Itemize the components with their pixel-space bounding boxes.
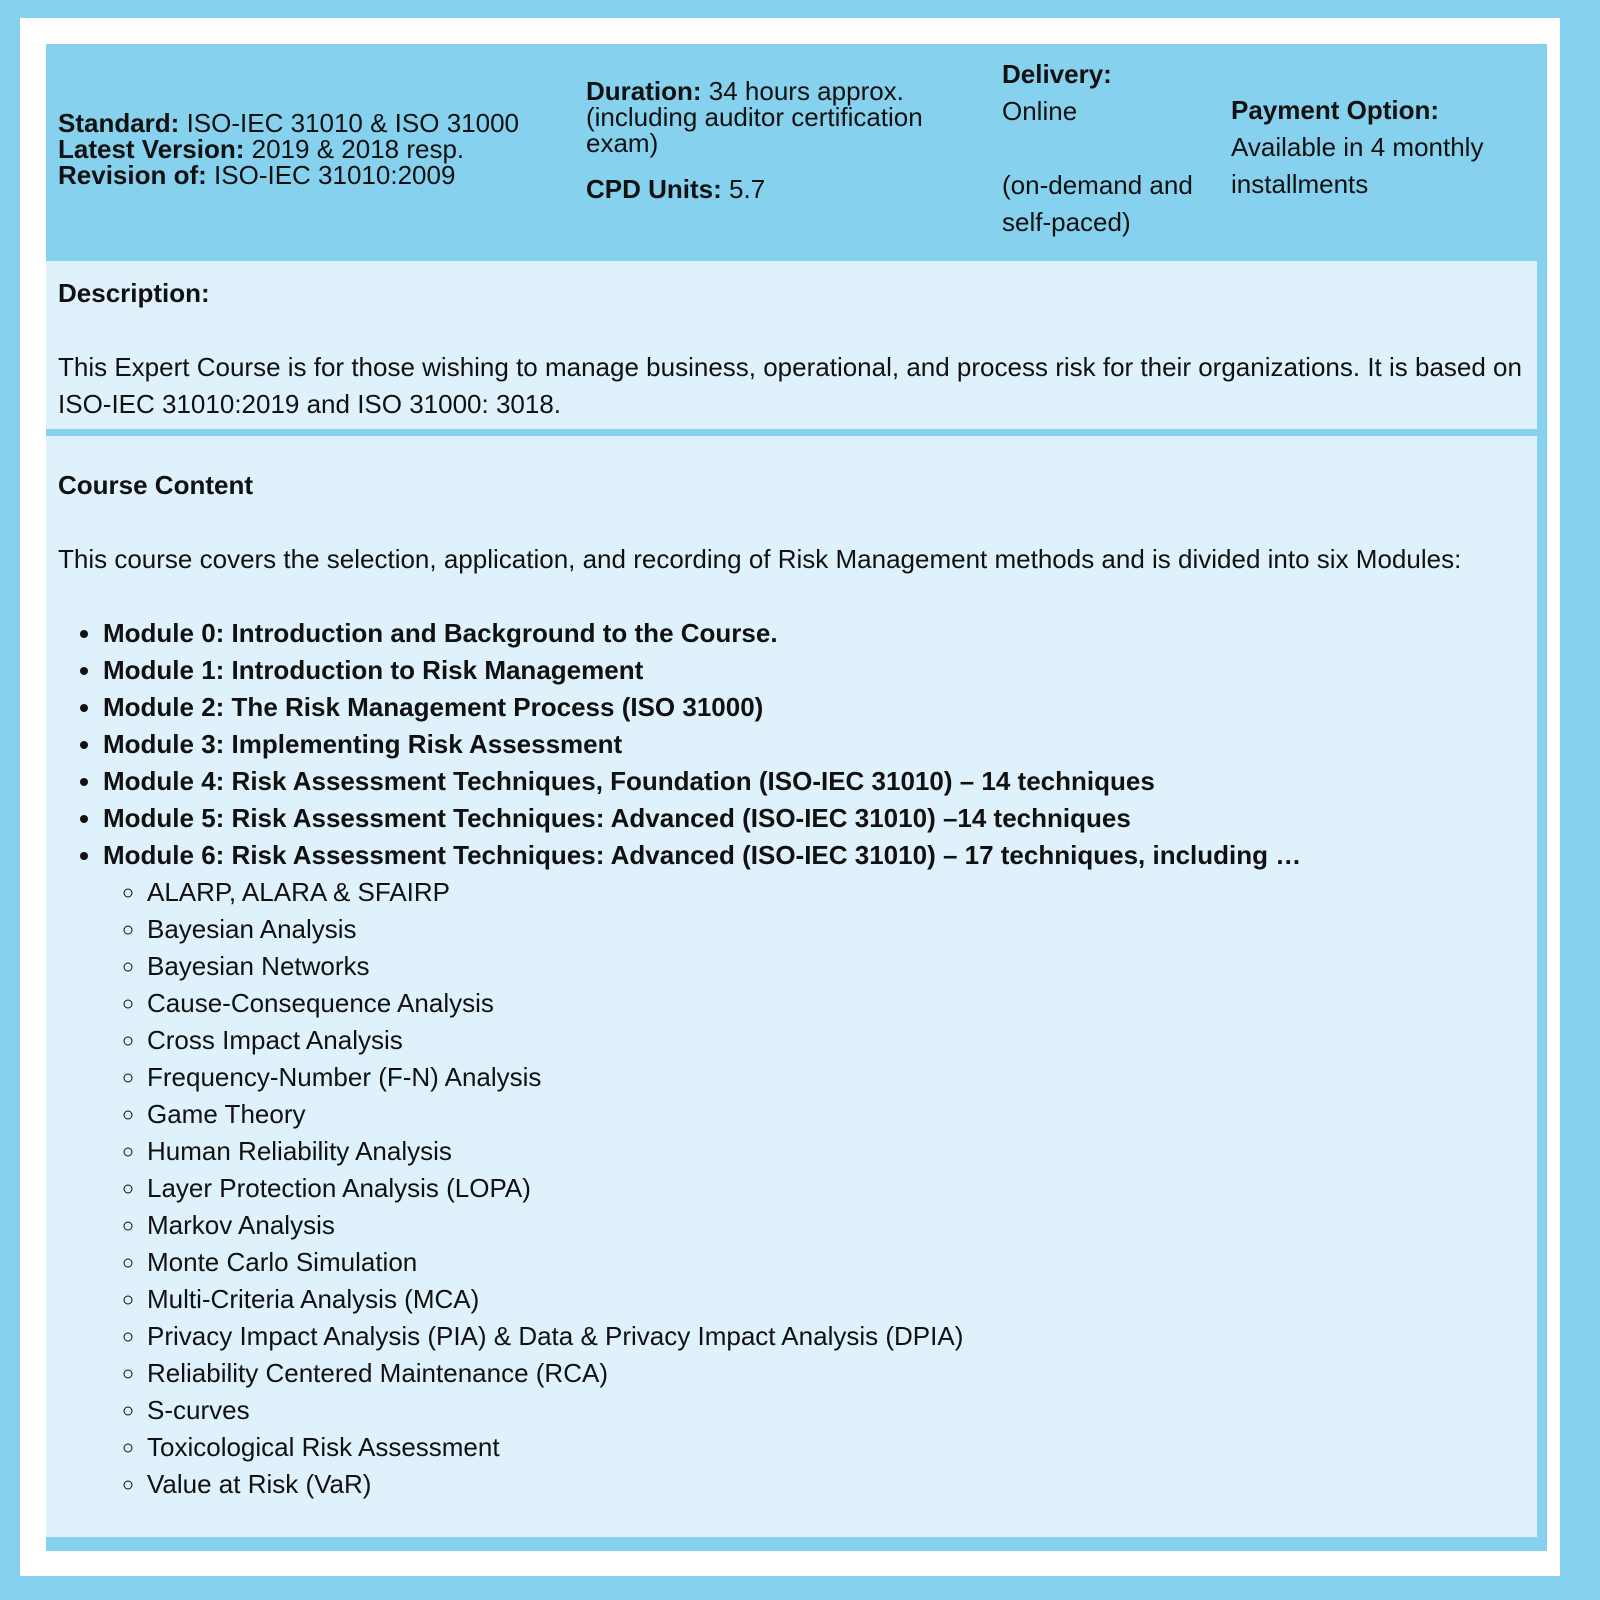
delivery-value: Online [1002,96,1078,126]
delivery-note: (on-demand and self-paced) [1002,170,1193,237]
delivery-label: Delivery: [1002,59,1112,89]
standard-cell [46,44,567,254]
description-text: This Expert Course is for those wishing to manage business, operational, and process risk for their organizations. It is based on ISO-IEC 31010:2019 and ISO 31000: 3018. [58,352,1522,419]
standard-value: ISO-IEC 31010 & ISO 31000 [186,108,519,138]
duration-value: 34 hours approx. (including auditor certification exam) [586,76,923,158]
course-content-heading: Course Content [58,470,253,500]
description-cell [46,261,1537,429]
technique-item: ◦ ALARP, ALARA & SFAIRP [147,874,1525,911]
technique-item: ◦ Markov Analysis [147,1207,1525,1244]
description-label: Description: [58,278,210,308]
module-item: • Module 4: Risk Assessment Techniques, Foundation (ISO-IEC 31010) – 14 techniques [103,763,1525,800]
technique-item: ◦ Toxicological Risk Assessment [147,1429,1525,1466]
module-item: • Module 1: Introduction to Risk Management [103,652,1525,689]
technique-item: ◦ Monte Carlo Simulation [147,1244,1525,1281]
technique-item: ◦ S-curves [147,1392,1525,1429]
technique-list [103,874,1525,1503]
latest-version-value: 2019 & 2018 resp. [251,134,465,164]
technique-item: ◦ Cause-Consequence Analysis [147,985,1525,1022]
technique-item: ◦ Human Reliability Analysis [147,1133,1525,1170]
technique-item: ◦ Reliability Centered Maintenance (RCA) [147,1355,1525,1392]
module-item-6 [103,837,1525,1503]
technique-item: ◦ Multi-Criteria Analysis (MCA) [147,1281,1525,1318]
latest-version-label: Latest Version: [58,134,245,164]
technique-item: ◦ Frequency-Number (F-N) Analysis [147,1059,1525,1096]
module-item: • Module 3: Implementing Risk Assessment [103,726,1525,763]
page-frame [20,18,1560,1576]
payment-value: Available in 4 monthly installments [1231,132,1484,199]
module-item: • Module 5: Risk Assessment Techniques: Advanced (ISO-IEC 31010) –14 techniques [103,800,1525,837]
revision-line [58,162,555,188]
payment-cell [1219,44,1537,254]
course-content-intro: This course covers the selection, application, and recording of Risk Management methods and is divided into six Modules: [58,544,1462,574]
technique-item: ◦ Game Theory [147,1096,1525,1133]
standard-label: Standard: [58,108,180,138]
revision-label: Revision of: [58,160,207,190]
duration-cell [574,44,983,254]
technique-item: ◦ Bayesian Analysis [147,911,1525,948]
payment-label: Payment Option: [1231,95,1440,125]
module-item: • Module 0: Introduction and Background to the Course. [103,615,1525,652]
standard-line [58,110,555,136]
delivery-cell [990,44,1212,254]
cpd-value: 5.7 [729,174,766,204]
technique-item: ◦ Privacy Impact Analysis (PIA) & Data & Privacy Impact Analysis (DPIA) [147,1318,1525,1355]
module-item-6-label: Module 6: Risk Assessment Techniques: Advanced (ISO-IEC 31010) – 17 techniques, including … [103,840,1302,870]
duration-line [586,78,971,156]
module-item: • Module 2: The Risk Management Process (ISO 31000) [103,689,1525,726]
duration-label: Duration: [586,76,702,106]
technique-item: ◦ Cross Impact Analysis [147,1022,1525,1059]
latest-version-line [58,136,555,162]
cpd-line [586,176,971,202]
technique-item: ◦ Bayesian Networks [147,948,1525,985]
technique-item: ◦ Value at Risk (VaR) [147,1466,1525,1503]
technique-item: ◦ Layer Protection Analysis (LOPA) [147,1170,1525,1207]
course-info-table [42,40,1551,1555]
course-content-cell [46,436,1537,1537]
revision-value: ISO-IEC 31010:2009 [214,160,456,190]
cpd-label: CPD Units: [586,174,722,204]
module-list [58,615,1525,1503]
